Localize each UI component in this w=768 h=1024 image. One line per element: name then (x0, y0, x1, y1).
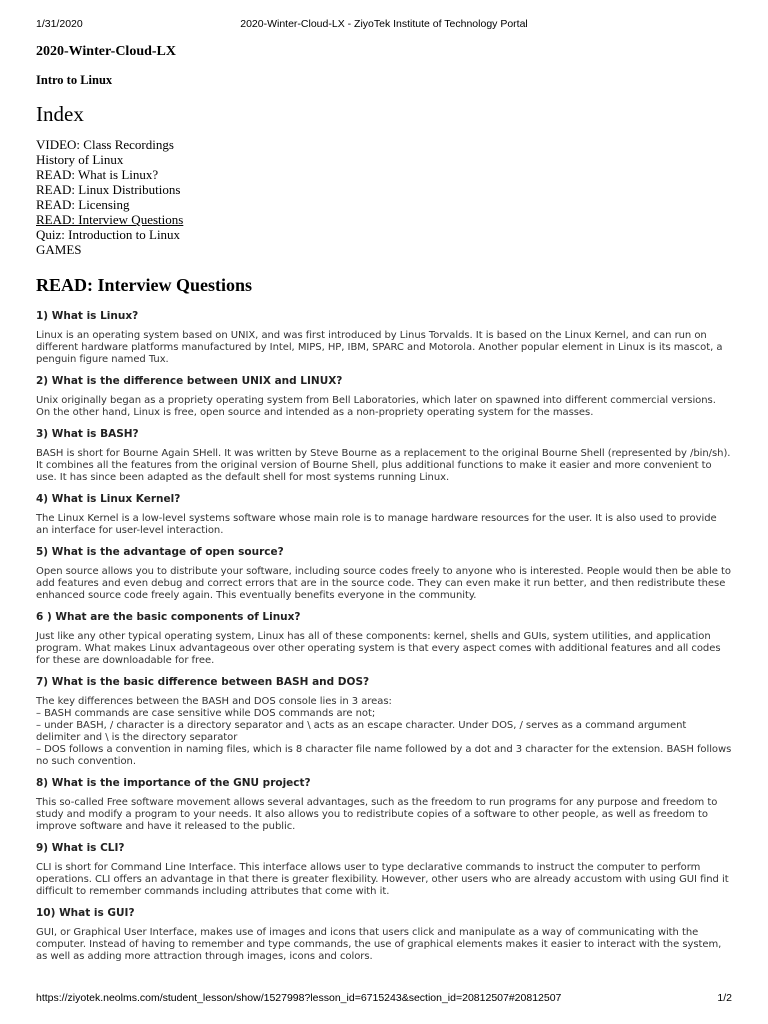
answer: BASH is short for Bourne Again SHell. It was written by Steve Bourne as a replacement to the original Bourne Shell (represented by /bin/sh). It combines all the features from the original version of Bourne Shell, plus additional functions to make it easier and more convenient to use. It has since been adapted as the default shell for most systems running Linux. (36, 448, 731, 483)
qa-item (36, 546, 732, 602)
answer: GUI, or Graphical User Interface, makes use of images and icons that users click and manipulate as a way of communicating with the computer. Instead of having to remember and type commands, the use of graphical elements makes it easier to interact with the system, as well as adding more attraction through images, icons and colors. (36, 927, 722, 962)
page-url: https://ziyotek.neolms.com/student_lesson/show/1527998?lesson_id=6715243&section_id=20812507#20812507 (36, 992, 562, 1004)
answer: Unix originally began as a propriety operating system from Bell Laboratories, which later on spawned into different commercial versions. On the other hand, Linux is free, open source and intended as a non-propriety operating system for the masses. (36, 395, 716, 418)
qa-item (36, 310, 732, 366)
question: 8) What is the importance of the GNU project? (36, 777, 311, 789)
answer: This so-called Free software movement allows several advantages, such as the freedom to run programs for any purpose and freedom to study and modify a program to your needs. It also allows you to redistribute copies of a software to other people, as well as freedom to improve software and have it released to the public. (36, 797, 718, 832)
index-heading: Index (36, 102, 84, 126)
index-item-class-recordings[interactable]: VIDEO: Class Recordings (36, 137, 174, 152)
index-item-licensing[interactable]: READ: Licensing (36, 197, 130, 212)
page-number: 1/2 (717, 992, 732, 1004)
question: 10) What is GUI? (36, 907, 135, 919)
answer: Just like any other typical operating system, Linux has all of these components: kernel, shells and GUIs, system utilities, and application program. What makes Linux advantageous over other operating system is that every aspect comes with additional features and all codes for these are downloadable for free. (36, 631, 721, 666)
index-item-history-of-linux[interactable]: History of Linux (36, 152, 124, 167)
qa-item (36, 428, 732, 484)
print-header (36, 18, 732, 32)
answer (36, 696, 732, 768)
question: 6 ) What are the basic components of Linux? (36, 611, 301, 623)
index-item-interview-questions[interactable]: READ: Interview Questions (36, 212, 184, 227)
question: 1) What is Linux? (36, 310, 139, 322)
answer-line: – DOS follows a convention in naming files, which is 8 character file name followed by a dot and 3 character for the extension. BASH follows no such convention. (36, 744, 732, 767)
qa-item (36, 493, 732, 537)
qa-item (36, 777, 732, 833)
answer: Linux is an operating system based on UNIX, and was first introduced by Linus Torvalds. It is based on the Linux Kernel, and can run on different hardware platforms manufactured by Intel, MIPS, HP, IBM, SPARC and Motorola. Another popular element in Linux is its mascot, a penguin figure named Tux. (36, 330, 723, 365)
course-title: 2020-Winter-Cloud-LX (36, 44, 176, 59)
module-title: Intro to Linux (36, 73, 113, 87)
answer: The Linux Kernel is a low-level systems software whose main role is to manage hardware resources for the user. It is also used to provide an interface for user-level interaction. (36, 513, 717, 536)
qa-item (36, 676, 732, 768)
answer-line: – BASH commands are case sensitive while DOS commands are not; (36, 708, 376, 719)
question: 2) What is the difference between UNIX and LINUX? (36, 375, 343, 387)
question: 9) What is CLI? (36, 842, 125, 854)
question: 4) What is Linux Kernel? (36, 493, 181, 505)
question: 5) What is the advantage of open source? (36, 546, 284, 558)
section-heading: READ: Interview Questions (36, 275, 252, 295)
print-footer (36, 992, 732, 1006)
lesson-content (36, 44, 732, 972)
answer-line: – under BASH, / character is a directory separator and \ acts as an escape character. Under DOS, / serves as a command argument delimiter and \ is the directory separator (36, 720, 687, 743)
qa-item (36, 907, 732, 963)
print-page-title: 2020-Winter-Cloud-LX - ZiyoTek Institute of Technology Portal (240, 18, 528, 30)
qa-item (36, 375, 732, 419)
print-date: 1/31/2020 (36, 18, 83, 30)
answer: CLI is short for Command Line Interface. This interface allows user to type declarative commands to instruct the computer to perform operations. CLI offers an advantage in that there is greater flexibility. However, other users who are already accustom with using GUI find it difficult to remember commands including attributes that come with it. (36, 862, 729, 897)
answer-line: The key differences between the BASH and DOS console lies in 3 areas: (36, 696, 392, 707)
index-item-quiz-intro-linux[interactable]: Quiz: Introduction to Linux (36, 227, 181, 242)
index-list (36, 137, 732, 257)
qa-item (36, 611, 732, 667)
answer: Open source allows you to distribute your software, including source codes freely to anyone who is interested. People would then be able to add features and even debug and correct errors that are in the source code. They can even make it run better, and then redistribute these enhanced source code freely again. This eventually benefits everyone in the community. (36, 566, 731, 601)
index-item-linux-distributions[interactable]: READ: Linux Distributions (36, 182, 181, 197)
index-item-what-is-linux[interactable]: READ: What is Linux? (36, 167, 159, 182)
qa-item (36, 842, 732, 898)
question: 3) What is BASH? (36, 428, 139, 440)
question: 7) What is the basic difference between BASH and DOS? (36, 676, 370, 688)
index-item-games[interactable]: GAMES (36, 242, 82, 257)
